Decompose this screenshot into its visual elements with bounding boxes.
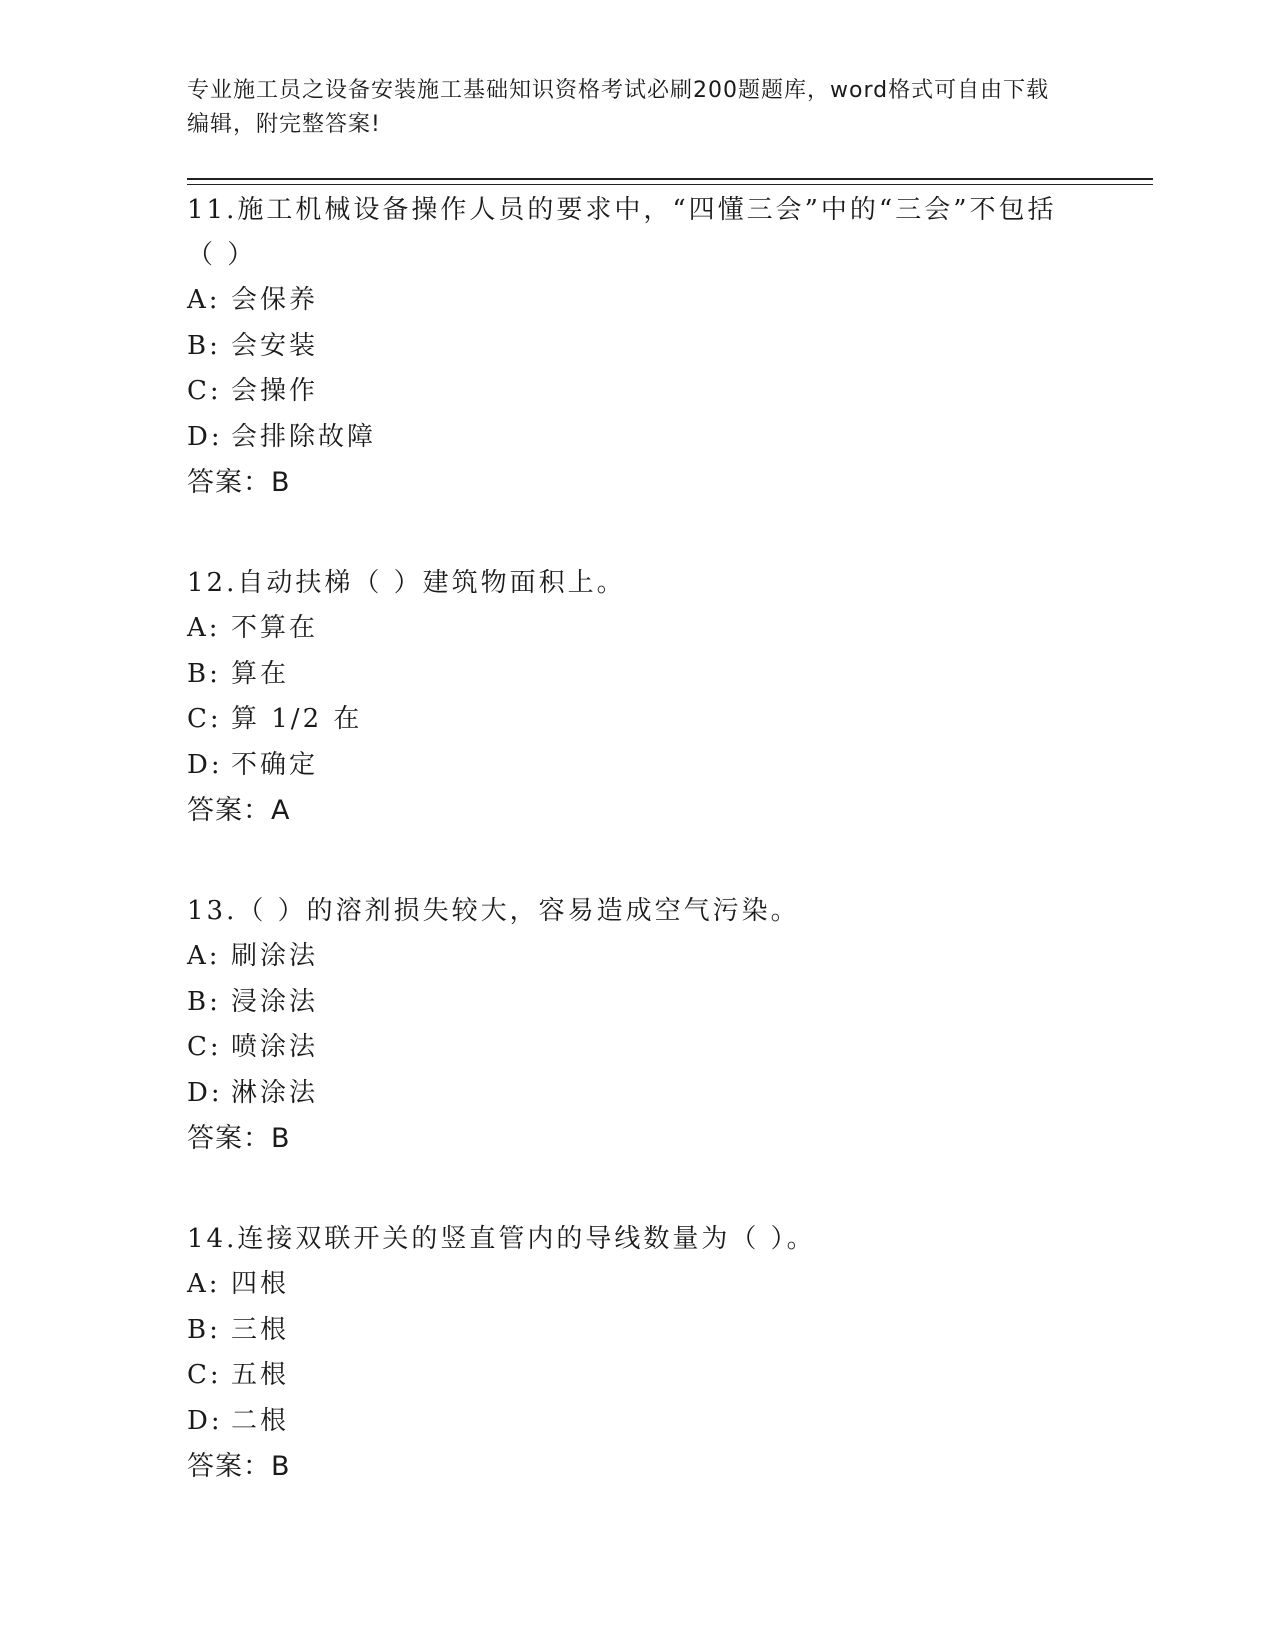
option-text: 会排除故障 — [231, 421, 377, 452]
option-text: 不算在 — [231, 613, 319, 643]
option-c — [187, 1353, 1087, 1399]
option-letter: A: — [187, 613, 221, 643]
option-c — [187, 369, 1087, 415]
question-list — [187, 188, 1087, 1545]
option-b — [187, 652, 1087, 698]
answer-line: 答案：B — [187, 1451, 291, 1482]
option-text: 四根 — [231, 1269, 290, 1299]
option-letter: C: — [187, 704, 222, 734]
option-d — [187, 743, 1087, 789]
answer-line: 答案：B — [187, 1123, 291, 1154]
option-text: 会保养 — [231, 285, 319, 315]
question-text: 12.自动扶梯（ ）建筑物面积上。 — [187, 568, 626, 598]
question-14 — [187, 1217, 1087, 1489]
option-letter: D: — [187, 749, 223, 780]
option-text: 三根 — [231, 1314, 290, 1345]
option-a — [187, 934, 1087, 980]
option-d — [187, 1071, 1087, 1117]
option-b — [187, 1308, 1087, 1354]
answer-line: 答案：A — [187, 795, 291, 826]
header-divider-thick — [187, 178, 1153, 180]
option-letter: D: — [187, 1405, 223, 1436]
option-text: 算在 — [231, 658, 290, 689]
option-text: 刷涂法 — [231, 941, 319, 971]
question-text: 13.（ ）的溶剂损失较大，容易造成空气污染。 — [187, 896, 800, 926]
option-c — [187, 697, 1087, 743]
option-letter: D: — [187, 421, 223, 452]
option-letter: D: — [187, 1077, 223, 1108]
option-letter: A: — [187, 1269, 221, 1299]
option-letter: B: — [187, 986, 221, 1017]
option-a — [187, 606, 1087, 652]
option-b — [187, 980, 1087, 1026]
option-text: 算 1/2 在 — [231, 704, 363, 734]
option-letter: B: — [187, 1314, 221, 1345]
option-letter: C: — [187, 1360, 222, 1390]
header-divider-thin — [187, 184, 1153, 185]
option-text: 不确定 — [231, 749, 319, 780]
option-text: 五根 — [231, 1360, 290, 1390]
question-text: 14.连接双联开关的竖直管内的导线数量为（ ）。 — [187, 1224, 816, 1254]
option-text: 淋涂法 — [231, 1077, 319, 1108]
option-letter: B: — [187, 330, 221, 361]
option-c — [187, 1025, 1087, 1071]
question-13 — [187, 889, 1087, 1161]
option-text: 喷涂法 — [231, 1032, 319, 1062]
option-letter: C: — [187, 1032, 222, 1062]
question-12 — [187, 561, 1087, 833]
option-d — [187, 1399, 1087, 1445]
document-header: 专业施工员之设备安装施工基础知识资格考试必刷200题题库，word格式可自由下载编辑，附完整答案! — [187, 78, 1050, 137]
option-a — [187, 1262, 1087, 1308]
option-letter: C: — [187, 376, 222, 406]
option-letter: B: — [187, 658, 221, 689]
option-letter: A: — [187, 941, 221, 971]
option-text: 会操作 — [231, 376, 319, 406]
answer-line: 答案：B — [187, 467, 291, 498]
option-text: 二根 — [231, 1405, 290, 1436]
question-11 — [187, 188, 1087, 505]
option-b — [187, 324, 1087, 370]
option-text: 浸涂法 — [231, 986, 319, 1017]
question-text: 11.施工机械设备操作人员的要求中，“四懂三会”中的“三会”不包括（ ） — [187, 195, 1057, 270]
option-letter: A: — [187, 285, 221, 315]
option-d — [187, 415, 1087, 461]
option-a — [187, 278, 1087, 324]
option-text: 会安装 — [231, 330, 319, 361]
